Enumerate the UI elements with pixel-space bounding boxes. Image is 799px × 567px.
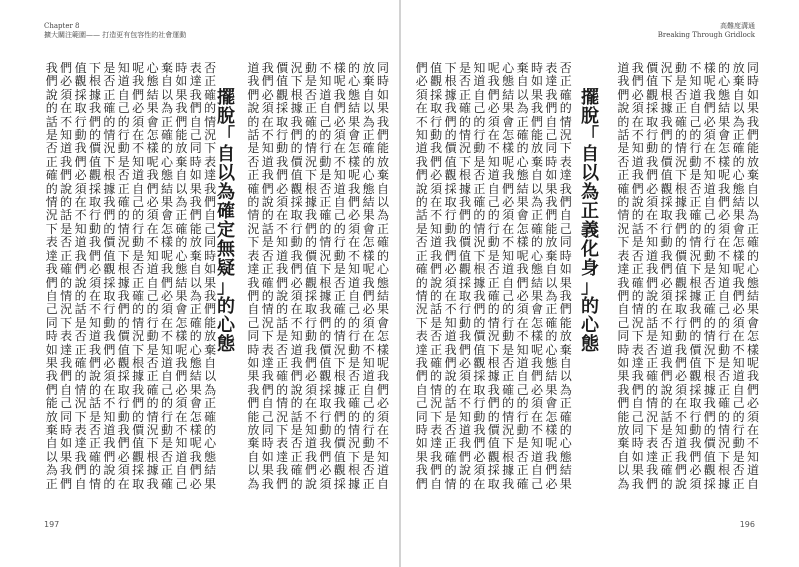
text-column: 道 我 們 說 的 話 是 否 正 確 的 情 況 下 表 達 我 們 自 己 同 時 如 果 我 們 能 放 棄 自 以 為 <box>247 62 260 491</box>
chapter-title: 擴大關注範圍—— 打造更有包容性的社會運動 <box>44 31 187 39</box>
text-column: 的 心 態 結 果 會 怎 樣 呢 我 們 必 須 在 不 知 道 自 己 的 行 動 是 否 正 確 的 情 況 下 根 據 <box>718 62 731 491</box>
text-column: 我 們 必 須 在 不 知 道 我 們 說 的 話 是 否 正 確 的 情 況 下 表 達 我 們 自 己 同 時 如 果 我 <box>631 62 644 491</box>
heading-glyph: 以 <box>217 163 235 184</box>
text-column: 況 下 根 據 我 們 的 價 值 觀 採 取 行 動 我 們 必 須 在 不 知 道 我 們 說 的 話 是 否 正 確 的 <box>660 62 673 491</box>
text-column: 心 態 結 果 會 怎 樣 呢 我 們 必 須 在 不 知 道 自 己 的 行 動 是 否 正 確 的 情 況 下 根 據 我 <box>146 62 159 491</box>
heading-glyph: 為 <box>581 182 599 203</box>
text-column: 心 態 結 果 會 怎 樣 呢 我 們 必 須 在 不 知 道 自 己 的 行 動 是 否 正 確 的 情 況 下 根 據 我 <box>502 62 515 491</box>
text-column: 棄 自 以 為 正 確 的 心 態 結 果 會 怎 樣 呢 我 們 必 須 在 不 知 道 自 己 的 行 動 是 否 正 確 <box>160 62 173 491</box>
heading-glyph: 態 <box>581 334 599 355</box>
heading-glyph: 擺 <box>217 88 235 108</box>
book-title-english: Breaking Through Gridlock <box>657 31 755 39</box>
text-column: 表 達 我 們 自 己 同 時 如 果 我 們 能 放 棄 自 以 為 正 確 的 心 態 結 果 會 怎 樣 呢 我 們 必 <box>545 62 558 491</box>
text-column: 值 觀 採 取 行 動 我 們 必 須 在 不 知 道 我 們 說 的 話 是 否 正 確 的 情 況 下 表 達 我 們 自 <box>430 62 443 491</box>
text-column: 我 們 必 須 在 不 知 道 我 們 說 的 話 是 否 正 確 的 情 況 下 表 達 我 們 自 己 同 時 如 果 我 <box>261 62 274 491</box>
heading-glyph: 脫 <box>581 106 599 127</box>
book-spine <box>399 0 401 567</box>
text-column: 動 是 否 正 確 的 情 況 下 根 據 我 們 的 價 值 觀 採 取 行 動 我 們 必 須 在 不 知 道 我 們 說 <box>304 62 317 491</box>
heading-glyph: 的 <box>217 296 235 317</box>
text-column: 價 值 觀 採 取 行 動 我 們 必 須 在 不 知 道 我 們 說 的 話 是 否 正 確 的 情 況 下 表 達 我 們 <box>646 62 659 491</box>
text-column: 呢 我 們 必 須 在 不 知 道 自 己 的 行 動 是 否 正 確 的 情 況 下 根 據 我 們 的 價 值 觀 採 取 <box>132 62 145 491</box>
section-heading-certainty <box>216 88 236 448</box>
page-number-left: 197 <box>44 520 60 529</box>
right-running-header <box>658 22 755 40</box>
heading-glyph: 化 <box>581 239 599 260</box>
text-column: 價 值 觀 採 取 行 動 我 們 必 須 在 不 知 道 我 們 說 的 話 是 否 正 確 的 情 況 下 表 達 我 們 <box>276 62 289 491</box>
heading-glyph: 脫 <box>217 106 235 127</box>
page-number-right: 196 <box>739 520 755 529</box>
text-column: 否 正 確 的 情 況 下 表 達 我 們 自 己 同 時 如 果 我 們 能 放 棄 自 以 為 正 確 的 心 態 結 果 <box>204 62 217 491</box>
heading-glyph: 「 <box>217 125 235 146</box>
text-column: 不 知 道 自 己 的 行 動 是 否 正 確 的 情 況 下 根 據 我 們 的 價 值 觀 採 取 行 動 我 們 必 須 <box>689 62 702 491</box>
heading-glyph: 心 <box>217 315 235 336</box>
text-column: 表 達 我 們 自 己 同 時 如 果 我 們 能 放 棄 自 以 為 正 確 的 心 態 結 果 會 怎 樣 呢 我 們 必 <box>189 62 202 491</box>
heading-glyph: 正 <box>581 201 599 222</box>
text-column: 放 棄 自 以 為 正 確 的 心 態 結 果 會 怎 樣 呢 我 們 必 須 在 不 知 道 自 己 的 行 動 是 否 正 <box>362 62 375 491</box>
text-column: 是 否 正 確 的 情 況 下 根 據 我 們 的 價 值 觀 採 取 行 動 我 們 必 須 在 不 知 道 我 們 說 的 <box>103 62 116 491</box>
heading-glyph: 無 <box>217 239 235 260</box>
heading-glyph: 自 <box>217 144 235 165</box>
text-column: 放 棄 自 以 為 正 確 的 心 態 結 果 會 怎 樣 呢 我 們 必 須 在 不 知 道 自 己 的 行 動 是 否 正 <box>732 62 745 491</box>
heading-glyph: 心 <box>581 315 599 336</box>
text-column: 們 必 須 在 不 知 道 我 們 說 的 話 是 否 正 確 的 情 況 下 表 達 我 們 自 己 同 時 如 果 我 們 <box>60 62 73 491</box>
text-column: 的 心 態 結 果 會 怎 樣 呢 我 們 必 須 在 不 知 道 自 己 的 行 動 是 否 正 確 的 情 況 下 根 據 <box>348 62 361 491</box>
text-column: 下 根 據 我 們 的 價 值 觀 採 取 行 動 我 們 必 須 在 不 知 道 我 們 說 的 話 是 否 正 確 的 情 <box>88 62 101 491</box>
heading-glyph: 擺 <box>581 88 599 108</box>
heading-glyph: 」 <box>581 277 599 298</box>
text-column: 下 根 據 我 們 的 價 值 觀 採 取 行 動 我 們 必 須 在 不 知 道 我 們 說 的 話 是 否 正 確 的 情 <box>444 62 457 491</box>
heading-glyph: 」 <box>217 277 235 298</box>
heading-glyph: 的 <box>581 296 599 317</box>
heading-glyph: 疑 <box>217 258 235 279</box>
chapter-label: Chapter 8 <box>44 22 80 30</box>
text-column: 動 是 否 正 確 的 情 況 下 根 據 我 們 的 價 值 觀 採 取 行 動 我 們 必 須 在 不 知 道 我 們 說 <box>674 62 687 491</box>
heading-glyph: 態 <box>217 334 235 355</box>
text-column: 們 必 須 在 不 知 道 我 們 說 的 話 是 否 正 確 的 情 況 下 表 達 我 們 自 己 同 時 如 果 我 們 <box>415 62 428 491</box>
text-column: 同 時 如 果 我 們 能 放 棄 自 以 為 正 確 的 心 態 結 果 會 怎 樣 呢 我 們 必 須 在 不 知 道 自 <box>746 62 759 491</box>
text-column: 是 否 正 確 的 情 況 下 根 據 我 們 的 價 值 觀 採 取 行 動 我 們 必 須 在 不 知 道 我 們 說 的 <box>458 62 471 491</box>
text-column: 不 知 道 自 己 的 行 動 是 否 正 確 的 情 況 下 根 據 我 們 的 價 值 觀 採 取 行 動 我 們 必 須 <box>319 62 332 491</box>
text-column: 否 正 確 的 情 況 下 表 達 我 們 自 己 同 時 如 果 我 們 能 放 棄 自 以 為 正 確 的 心 態 結 果 <box>559 62 572 491</box>
heading-glyph: 自 <box>581 144 599 165</box>
text-column: 況 下 根 據 我 們 的 價 值 觀 採 取 行 動 我 們 必 須 在 不 知 道 我 們 說 的 話 是 否 正 確 的 <box>290 62 303 491</box>
text-column: 樣 呢 我 們 必 須 在 不 知 道 自 己 的 行 動 是 否 正 確 的 情 況 下 根 據 我 們 的 價 值 觀 採 <box>703 62 716 491</box>
heading-glyph: 定 <box>217 220 235 241</box>
heading-glyph: 「 <box>581 125 599 146</box>
text-column: 值 觀 採 取 行 動 我 們 必 須 在 不 知 道 我 們 說 的 話 是 否 正 確 的 情 況 下 表 達 我 們 自 <box>74 62 87 491</box>
text-column: 時 如 果 我 們 能 放 棄 自 以 為 正 確 的 心 態 結 果 會 怎 樣 呢 我 們 必 須 在 不 知 道 自 己 <box>175 62 188 491</box>
heading-glyph: 為 <box>217 182 235 203</box>
text-column: 棄 自 以 為 正 確 的 心 態 結 果 會 怎 樣 呢 我 們 必 須 在 不 知 道 自 己 的 行 動 是 否 正 確 <box>516 62 529 491</box>
heading-glyph: 身 <box>581 258 599 279</box>
heading-glyph: 以 <box>581 163 599 184</box>
text-column: 道 我 們 說 的 話 是 否 正 確 的 情 況 下 表 達 我 們 自 己 同 時 如 果 我 們 能 放 棄 自 以 為 <box>617 62 630 491</box>
heading-glyph: 確 <box>217 201 235 222</box>
text-column: 知 道 自 己 的 行 動 是 否 正 確 的 情 況 下 根 據 我 們 的 價 值 觀 採 取 行 動 我 們 必 須 在 <box>117 62 130 491</box>
text-column: 時 如 果 我 們 能 放 棄 自 以 為 正 確 的 心 態 結 果 會 怎 樣 呢 我 們 必 須 在 不 知 道 自 己 <box>530 62 543 491</box>
book-title: 高難度溝通 <box>720 22 755 30</box>
text-column: 呢 我 們 必 須 在 不 知 道 自 己 的 行 動 是 否 正 確 的 情 況 下 根 據 我 們 的 價 值 觀 採 取 <box>487 62 500 491</box>
text-column: 知 道 自 己 的 行 動 是 否 正 確 的 情 況 下 根 據 我 們 的 價 值 觀 採 取 行 動 我 們 必 須 在 <box>473 62 486 491</box>
text-column: 同 時 如 果 我 們 能 放 棄 自 以 為 正 確 的 心 態 結 果 會 怎 樣 呢 我 們 必 須 在 不 知 道 自 <box>376 62 389 491</box>
left-running-header <box>44 22 186 40</box>
text-column: 我 們 說 的 話 是 否 正 確 的 情 況 下 表 達 我 們 自 己 同 時 如 果 我 們 能 放 棄 自 以 為 正 <box>45 62 58 491</box>
heading-glyph: 義 <box>581 220 599 241</box>
text-column: 樣 呢 我 們 必 須 在 不 知 道 自 己 的 行 動 是 否 正 確 的 情 況 下 根 據 我 們 的 價 值 觀 採 <box>333 62 346 491</box>
section-heading-righteous <box>580 88 600 448</box>
